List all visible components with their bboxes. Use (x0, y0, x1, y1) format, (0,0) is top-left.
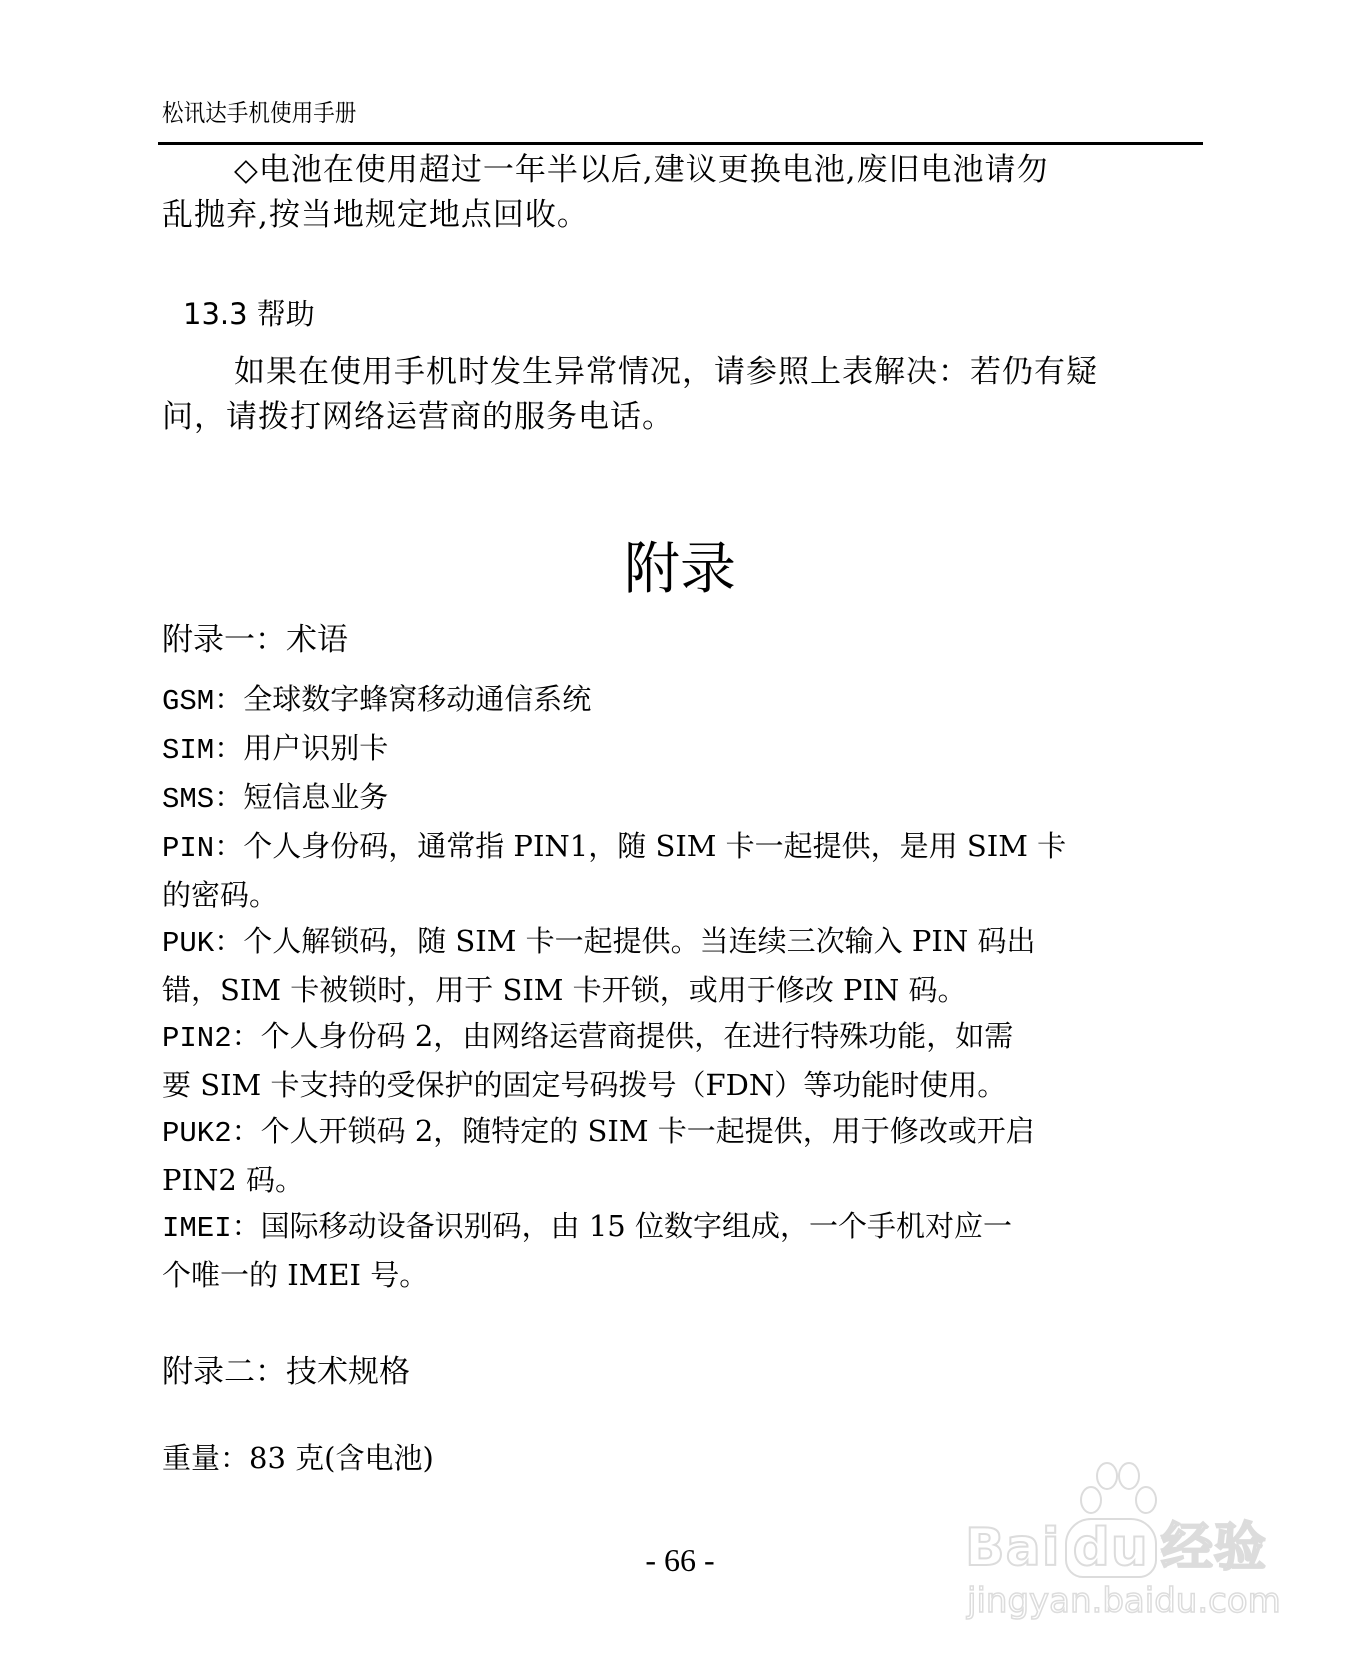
paragraph-line: 乱抛弃,按当地规定地点回收。 (162, 197, 589, 233)
term-abbr: PUK2 (162, 1117, 232, 1150)
term-definition: ：个人解锁码，随 SIM 卡一起提供。当连续三次输入 PIN 码出 (214, 924, 1036, 958)
glossary-item-puk2 (162, 1108, 1207, 1203)
term-definition: ：全球数字蜂窝移动通信系统 (214, 682, 592, 716)
header-rule (158, 142, 1203, 145)
appendix-title: 附录 (624, 537, 736, 602)
term-definition-continued: 错，SIM 卡被锁时，用于 SIM 卡开锁，或用于修改 PIN 码。 (162, 973, 967, 1007)
section-heading-help: 13.3 帮助 (183, 297, 315, 331)
term-abbr: PIN (162, 832, 215, 865)
page-number: - 66 - (645, 1542, 715, 1578)
appendix1-heading: 附录一：术语 (162, 622, 348, 658)
term-abbr: PUK (162, 927, 215, 960)
term-definition-continued: 的密码。 (162, 878, 279, 912)
glossary-item-imei (162, 1203, 1207, 1298)
spec-value: 83 克(含电池) (249, 1441, 434, 1475)
term-definition-continued: 个唯一的 IMEI 号。 (162, 1258, 429, 1292)
running-header: 松讯达手机使用手册 (162, 99, 357, 127)
paragraph-line: 如果在使用手机时发生异常情况，请参照上表解决：若仍有疑 (234, 354, 1098, 390)
battery-disposal-note (162, 148, 1202, 238)
glossary-item-sms (162, 774, 1207, 823)
term-definition: ：短信息业务 (214, 780, 389, 814)
glossary-list (162, 676, 1207, 1298)
term-definition: ：个人身份码，通常指 PIN1，随 SIM 卡一起提供，是用 SIM 卡 (214, 829, 1067, 863)
appendix2-heading: 附录二：技术规格 (162, 1354, 410, 1390)
term-abbr: GSM (162, 685, 215, 718)
term-definition: ：个人开锁码 2，随特定的 SIM 卡一起提供，用于修改或开启 (231, 1114, 1035, 1148)
term-definition-continued: 要 SIM 卡支持的受保护的固定号码拨号（FDN）等功能时使用。 (162, 1068, 1007, 1102)
glossary-item-pin2 (162, 1013, 1207, 1108)
spec-label: 重量： (162, 1441, 250, 1475)
glossary-item-puk (162, 918, 1207, 1013)
watermark-logo-du: du (1065, 1518, 1157, 1578)
watermark-url: jingyan.baidu.com (967, 1581, 1281, 1621)
term-abbr: IMEI (162, 1212, 232, 1245)
term-definition: ：国际移动设备识别码，由 15 位数字组成，一个手机对应一 (231, 1209, 1012, 1243)
term-definition-continued: PIN2 码。 (162, 1163, 305, 1197)
glossary-item-sim (162, 725, 1207, 774)
term-abbr: SMS (162, 783, 215, 816)
term-definition: ：个人身份码 2，由网络运营商提供，在进行特殊功能，如需 (231, 1019, 1014, 1053)
help-paragraph (162, 350, 1202, 440)
term-abbr: PIN2 (162, 1022, 232, 1055)
watermark-logo-text: Bai du 经验 (965, 1518, 1267, 1578)
baidu-jingyan-watermark (965, 1460, 1281, 1635)
glossary-item-pin (162, 823, 1207, 918)
paragraph-line: ◇电池在使用超过一年半以后,建议更换电池,废旧电池请勿 (234, 152, 1049, 188)
paragraph-line: 问，请拨打网络运营商的服务电话。 (162, 399, 674, 435)
glossary-item-gsm (162, 676, 1207, 725)
term-abbr: SIM (162, 734, 215, 767)
term-definition: ：用户识别卡 (214, 731, 389, 765)
spec-weight (162, 1438, 434, 1478)
